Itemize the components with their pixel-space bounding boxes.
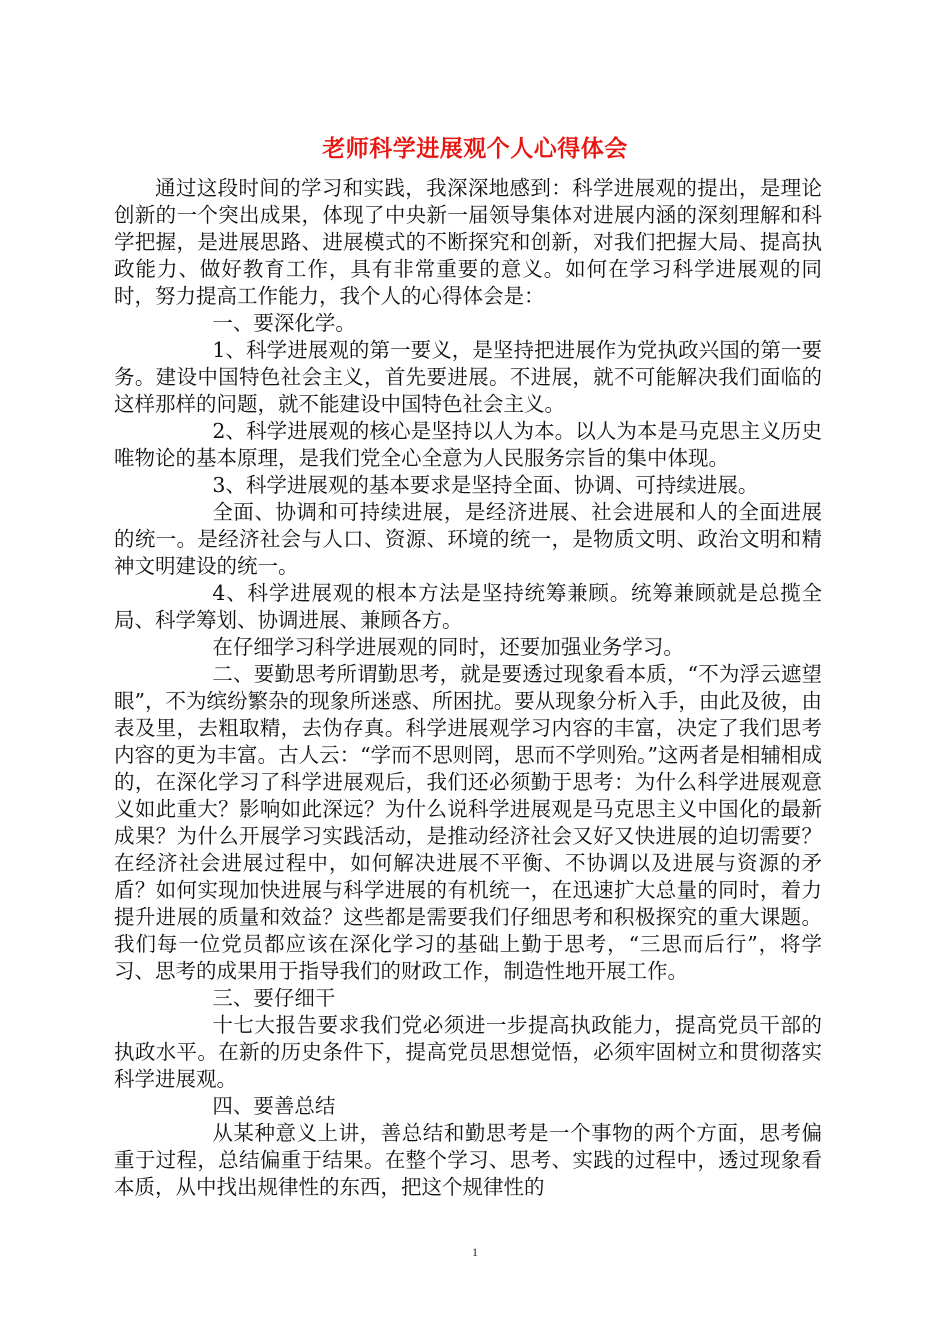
body-paragraph: 全面、协调和可持续进展，是经济进展、社会进展和人的全面进展的统一。是经济社会与人口、资源、环境的统一，是物质文明、政治文明和精神文明建设的统一。 — [114, 500, 822, 578]
section-paragraph-2: 二、要勤思考所谓勤思考，就是要透过现象看本质，“不为浮云遮望眼”，不为缤纷繁杂的现象所迷惑、所困扰。要从现象分析入手，由此及彼，由表及里，去粗取精，去伪存真。科学进展观学习内容的丰富，决定了我们思考内容的更为丰富。古人云：“学而不思则罔，思而不学则殆。”这两者是相辅相成的，在深化学习了科学进展观后，我们还必须勤于思考：为什么科学进展观意义如此重大？影响如此深远？为什么说科学进展观是马克思主义中国化的最新成果？为什么开展学习实践活动，是推动经济社会又好又快进展的迫切需要？在经济社会进展过程中，如何解决进展不平衡、不协调以及进展与资源的矛盾？如何实现加快进展与科学进展的有机统一，在迅速扩大总量的同时，着力提升进展的质量和效益？这些都是需要我们仔细思考和积极探究的重大课题。我们每一位党员都应该在深化学习的基础上勤于思考，“三思而后行”，将学习、思考的成果用于指导我们的财政工作，制造性地开展工作。 — [114, 662, 822, 983]
point-paragraph-2: 2、科学进展观的核心是坚持以人为本。以人为本是马克思主义历史唯物论的基本原理，是我们党全心全意为人民服务宗旨的集中体现。 — [114, 419, 822, 470]
body-paragraph: 在仔细学习科学进展观的同时，还要加强业务学习。 — [212, 635, 684, 659]
body-paragraph: 十七大报告要求我们党必须进一步提高执政能力，提高党员干部的执政水平。在新的历史条件下，提高党员思想觉悟，必须牢固树立和贯彻落实科学进展观。 — [114, 1013, 822, 1091]
section-heading-3: 三、要仔细干 — [212, 986, 336, 1010]
point-paragraph-4: 4、科学进展观的根本方法是坚持统筹兼顾。统筹兼顾就是总揽全局、科学筹划、协调进展、兼顾各方。 — [114, 581, 822, 632]
body-paragraph: 从某种意义上讲，善总结和勤思考是一个事物的两个方面，思考偏重于过程，总结偏重于结果。在整个学习、思考、实践的过程中，透过现象看本质，从中找出规律性的东西，把这个规律性的 — [114, 1121, 822, 1199]
document-title: 老师科学进展观个人心得体会 — [322, 135, 628, 162]
point-paragraph-3: 3、科学进展观的基本要求是坚持全面、协调、可持续进展。 — [212, 473, 759, 497]
section-heading-1: 一、要深化学。 — [212, 311, 356, 335]
point-paragraph-1: 1、科学进展观的第一要义，是坚持把进展作为党执政兴国的第一要务。建设中国特色社会主义，首先要进展。不进展，就不可能解决我们面临的这样那样的问题，就不能建设中国特色社会主义。 — [114, 338, 822, 416]
page-number: 1 — [472, 1245, 478, 1259]
section-heading-4: 四、要善总结 — [212, 1094, 336, 1118]
intro-paragraph: 通过这段时间的学习和实践，我深深地感到：科学进展观的提出，是理论创新的一个突出成果，体现了中央新一届领导集体对进展内涵的深刻理解和科学把握，是进展思路、进展模式的不断探究和创新，对我们把握大局、提高执政能力、做好教育工作，具有非常重要的意义。如何在学习科学进展观的同时，努力提高工作能力，我个人的心得体会是： — [114, 176, 822, 308]
document-body — [114, 175, 822, 1201]
